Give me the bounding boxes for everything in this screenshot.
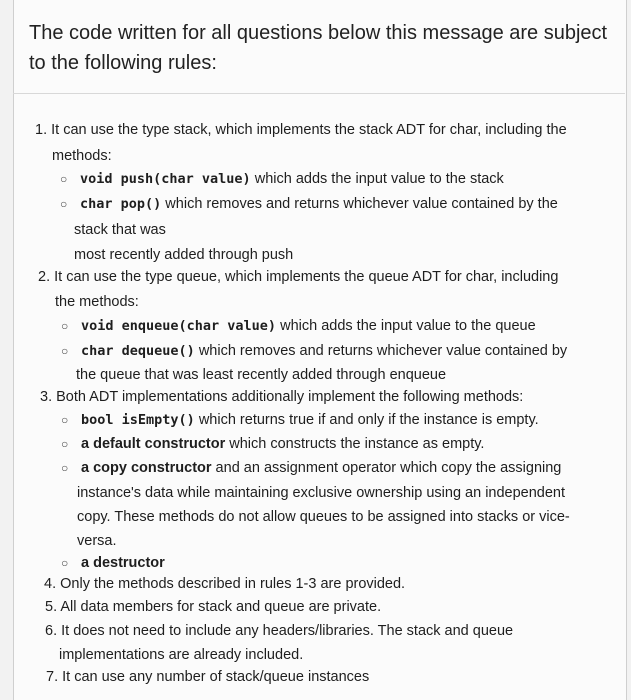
- rule-number: 5.: [45, 599, 58, 615]
- item-text: which adds the input value to the stack: [250, 171, 504, 187]
- code-dequeue: char dequeue(): [81, 343, 195, 359]
- list-item: [61, 408, 539, 432]
- item-cont: the queue that was least recently added through enqueue: [76, 367, 447, 383]
- rule-5: [45, 595, 381, 619]
- item-cont: stack that was: [74, 222, 166, 238]
- bullet-icon: ○: [61, 319, 69, 333]
- rule-text: Only the methods described in rules 1-3 are provided.: [60, 576, 406, 592]
- rule-6-cont: implementations are already included.: [59, 647, 304, 663]
- bullet-icon: ○: [60, 197, 68, 211]
- rule-number: 1.: [35, 122, 48, 138]
- rule-number: 2.: [38, 269, 51, 285]
- bullet-icon: ○: [61, 344, 69, 358]
- rule-text: Both ADT implementations additionally implement the following methods:: [56, 389, 524, 405]
- rule-7: [46, 665, 369, 689]
- item-text: and an assignment operator which copy the assigning: [211, 460, 562, 476]
- bullet-icon: ○: [61, 461, 69, 475]
- default-ctor: a default constructor: [81, 436, 226, 452]
- bullet-icon: ○: [61, 437, 69, 451]
- rule-1-cont: methods:: [52, 148, 112, 164]
- destructor: a destructor: [81, 555, 165, 571]
- rule-6: [45, 619, 513, 643]
- rule-text: All data members for stack and queue are private.: [60, 599, 382, 615]
- copy-ctor: a copy constructor: [81, 460, 212, 476]
- code-push: void push(char value): [80, 171, 251, 187]
- rule-3: [40, 385, 523, 409]
- rule-text: It can use the type stack, which implements the stack ADT for char, including the: [51, 122, 567, 138]
- code-isempty: bool isEmpty(): [81, 412, 195, 428]
- item-text: which adds the input value to the queue: [276, 318, 536, 334]
- rule-number: 3.: [40, 389, 53, 405]
- item-text: which returns true if and only if the instance is empty.: [194, 412, 539, 428]
- item-text: which constructs the instance as empty.: [225, 436, 485, 452]
- item-cont: most recently added through push: [74, 247, 294, 263]
- rule-text: It can use any number of stack/queue instances: [62, 669, 370, 685]
- list-item: [61, 339, 567, 363]
- bullet-icon: ○: [61, 413, 69, 427]
- message-heading: The code written for all questions below this message are subject to the following rules:: [29, 22, 608, 74]
- item-cont: versa.: [77, 533, 117, 549]
- item-cont: copy. These methods do not allow queues to be assigned into stacks or vice-: [77, 509, 570, 525]
- list-item: [60, 167, 504, 191]
- list-item: [60, 192, 558, 216]
- rule-text: It can use the type queue, which implements the queue ADT for char, including: [54, 269, 559, 285]
- list-item: [61, 314, 536, 338]
- bullet-icon: ○: [61, 556, 69, 570]
- item-text: which removes and returns whichever value contained by the: [161, 196, 558, 212]
- rule-2-cont: the methods:: [55, 294, 139, 310]
- rule-number: 4.: [44, 576, 57, 592]
- code-pop: char pop(): [80, 196, 162, 212]
- code-enqueue: void enqueue(char value): [81, 318, 277, 334]
- rule-2: [38, 265, 558, 289]
- rule-number: 6.: [45, 623, 58, 639]
- rule-text: It does not need to include any headers/libraries. The stack and queue: [61, 623, 514, 639]
- divider: [13, 93, 625, 94]
- rule-1: [35, 118, 567, 142]
- bullet-icon: ○: [60, 172, 68, 186]
- rule-number: 7.: [46, 669, 59, 685]
- item-cont: instance's data while maintaining exclusive ownership using an independent: [77, 485, 566, 501]
- list-item: [61, 432, 484, 456]
- item-text: which removes and returns whichever value contained by: [194, 343, 568, 359]
- list-item: [61, 456, 561, 480]
- rule-4: [44, 572, 405, 596]
